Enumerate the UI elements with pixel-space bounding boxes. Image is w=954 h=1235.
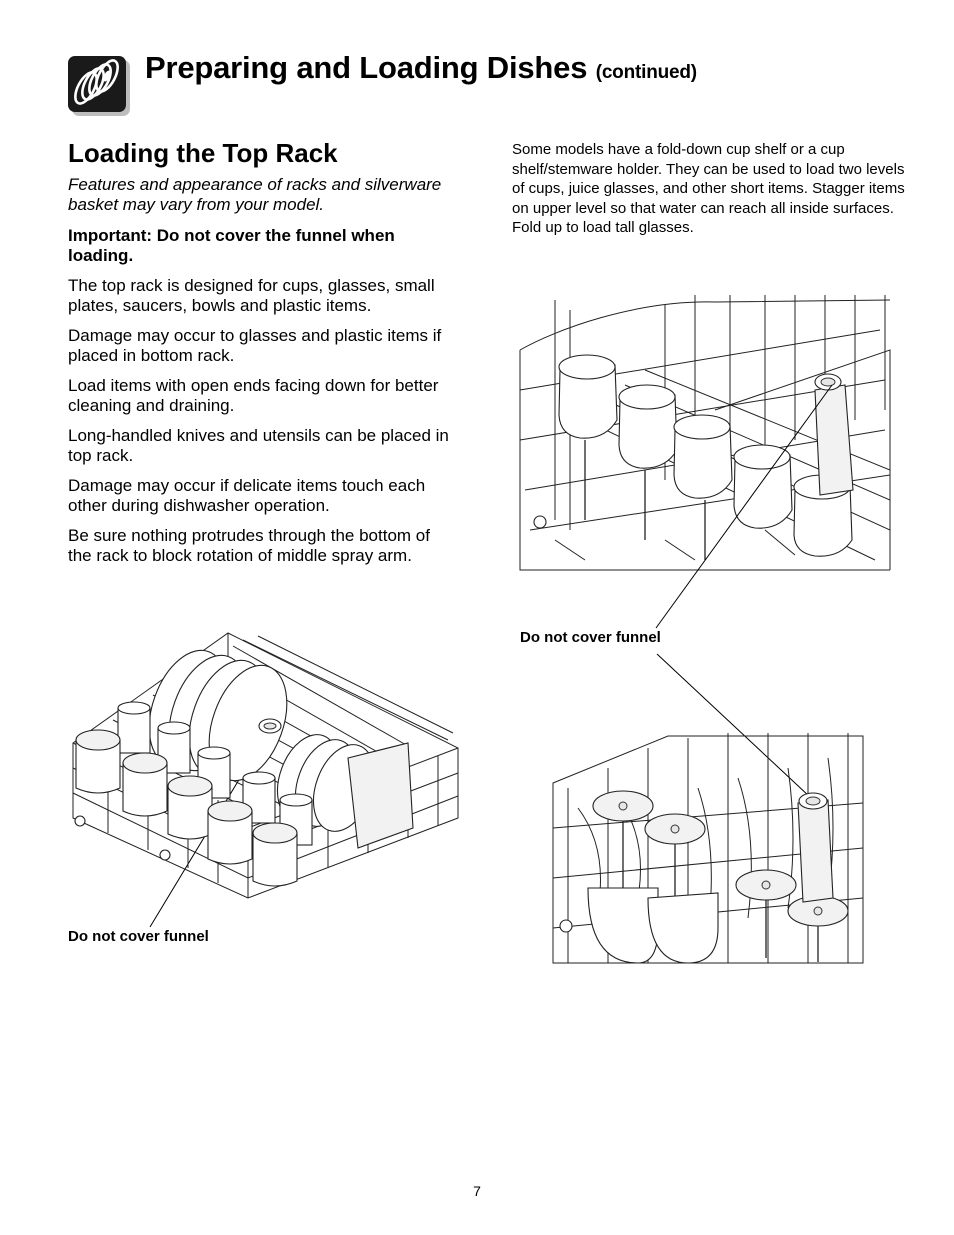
callout-do-not-cover-funnel-left: Do not cover funnel [68,928,209,945]
page-title-suffix: (continued) [595,62,697,83]
paragraph-long-handled: Long-handled knives and utensils can be placed in top rack. [68,426,449,465]
paragraph-open-ends: Load items with open ends facing down for better cleaning and draining. [68,376,439,415]
paragraph-glasses-damage: Damage may occur to glasses and plastic items if placed in bottom rack. [68,326,442,365]
page-title-text: Preparing and Loading Dishes [145,50,588,85]
section-title: Loading the Top Rack [68,138,338,168]
callout-do-not-cover-funnel-right: Do not cover funnel [520,629,661,646]
top-rack-illustration [68,628,463,908]
paragraph-delicate-items: Damage may occur if delicate items touch each other during dishwasher operation. [68,476,426,515]
intro-note: Features and appearance of racks and silverware basket may vary from your model. [68,175,442,214]
paragraph-protrusion: Be sure nothing protrudes through the bottom of the rack to block rotation of middle spray arm. [68,526,430,565]
page-number: 7 [473,1183,481,1199]
stemware-holder-illustration [548,728,868,973]
paragraph-top-rack-use: The top rack is designed for cups, glasses, small plates, saucers, bowls and plastic items. [68,276,435,315]
important-note: Important: Do not cover the funnel when loading. [68,226,395,265]
paragraph-cup-shelf: Some models have a fold-down cup shelf or a cup shelf/stemware holder. They can be used to load two levels of cups, juice glasses, and other short items. Stagger items on upper level so that water can reach all inside surfaces. Fold up to load tall glasses. [512,141,905,236]
